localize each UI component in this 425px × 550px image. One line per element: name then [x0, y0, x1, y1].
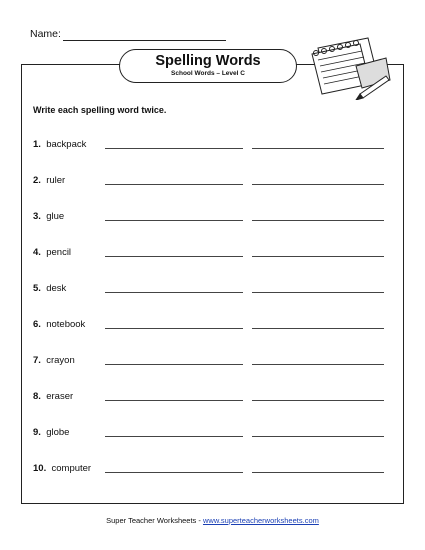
- word-number: 7.: [33, 355, 41, 366]
- writing-line-2[interactable]: [252, 220, 384, 221]
- word-row: [33, 247, 388, 261]
- page-subtitle: School Words – Level C: [171, 70, 245, 77]
- word-number: 2.: [33, 175, 41, 186]
- word-row: [33, 211, 388, 225]
- writing-line-2[interactable]: [252, 256, 384, 257]
- spelling-word: backpack: [46, 139, 87, 150]
- spelling-word: crayon: [46, 355, 75, 366]
- footer-text: Super Teacher Worksheets -: [106, 516, 203, 525]
- instructions: Write each spelling word twice.: [33, 105, 167, 115]
- word-number: 5.: [33, 283, 41, 294]
- page-title: Spelling Words: [155, 53, 261, 69]
- writing-line-1[interactable]: [105, 328, 243, 329]
- spelling-word: notebook: [46, 319, 86, 330]
- writing-line-1[interactable]: [105, 148, 243, 149]
- writing-line-2[interactable]: [252, 328, 384, 329]
- writing-line-1[interactable]: [105, 292, 243, 293]
- writing-line-1[interactable]: [105, 220, 243, 221]
- word-row: [33, 463, 388, 477]
- writing-line-1[interactable]: [105, 256, 243, 257]
- word-number: 9.: [33, 427, 41, 438]
- writing-line-1[interactable]: [105, 184, 243, 185]
- writing-line-2[interactable]: [252, 184, 384, 185]
- writing-line-2[interactable]: [252, 148, 384, 149]
- word-row: [33, 391, 388, 405]
- school-supplies-icon: [298, 30, 394, 100]
- word-row: [33, 319, 388, 333]
- word-row: [33, 283, 388, 297]
- spelling-word: ruler: [46, 175, 66, 186]
- spelling-word: globe: [46, 427, 70, 438]
- writing-line-1[interactable]: [105, 472, 243, 473]
- writing-line-2[interactable]: [252, 400, 384, 401]
- spelling-word: eraser: [46, 391, 74, 402]
- spelling-word: computer: [51, 463, 92, 474]
- spelling-word: glue: [46, 211, 65, 222]
- name-field-line[interactable]: [63, 40, 226, 41]
- writing-line-1[interactable]: [105, 436, 243, 437]
- word-number: 8.: [33, 391, 41, 402]
- writing-line-2[interactable]: [252, 364, 384, 365]
- word-number: 4.: [33, 247, 41, 258]
- spelling-word: desk: [46, 283, 67, 294]
- word-row: [33, 355, 388, 369]
- title-banner: [119, 49, 297, 83]
- writing-line-2[interactable]: [252, 436, 384, 437]
- writing-line-2[interactable]: [252, 472, 384, 473]
- spelling-word: pencil: [46, 247, 72, 258]
- word-number: 1.: [33, 139, 41, 150]
- footer: [0, 516, 425, 525]
- writing-line-2[interactable]: [252, 292, 384, 293]
- writing-line-1[interactable]: [105, 364, 243, 365]
- writing-line-1[interactable]: [105, 400, 243, 401]
- word-number: 6.: [33, 319, 41, 330]
- word-row: [33, 175, 388, 189]
- footer-link[interactable]: www.superteacherworksheets.com: [202, 516, 319, 525]
- word-number: 3.: [33, 211, 41, 222]
- word-number: 10.: [33, 463, 47, 474]
- name-label: Name:: [30, 28, 61, 40]
- word-row: [33, 139, 388, 153]
- word-row: [33, 427, 388, 441]
